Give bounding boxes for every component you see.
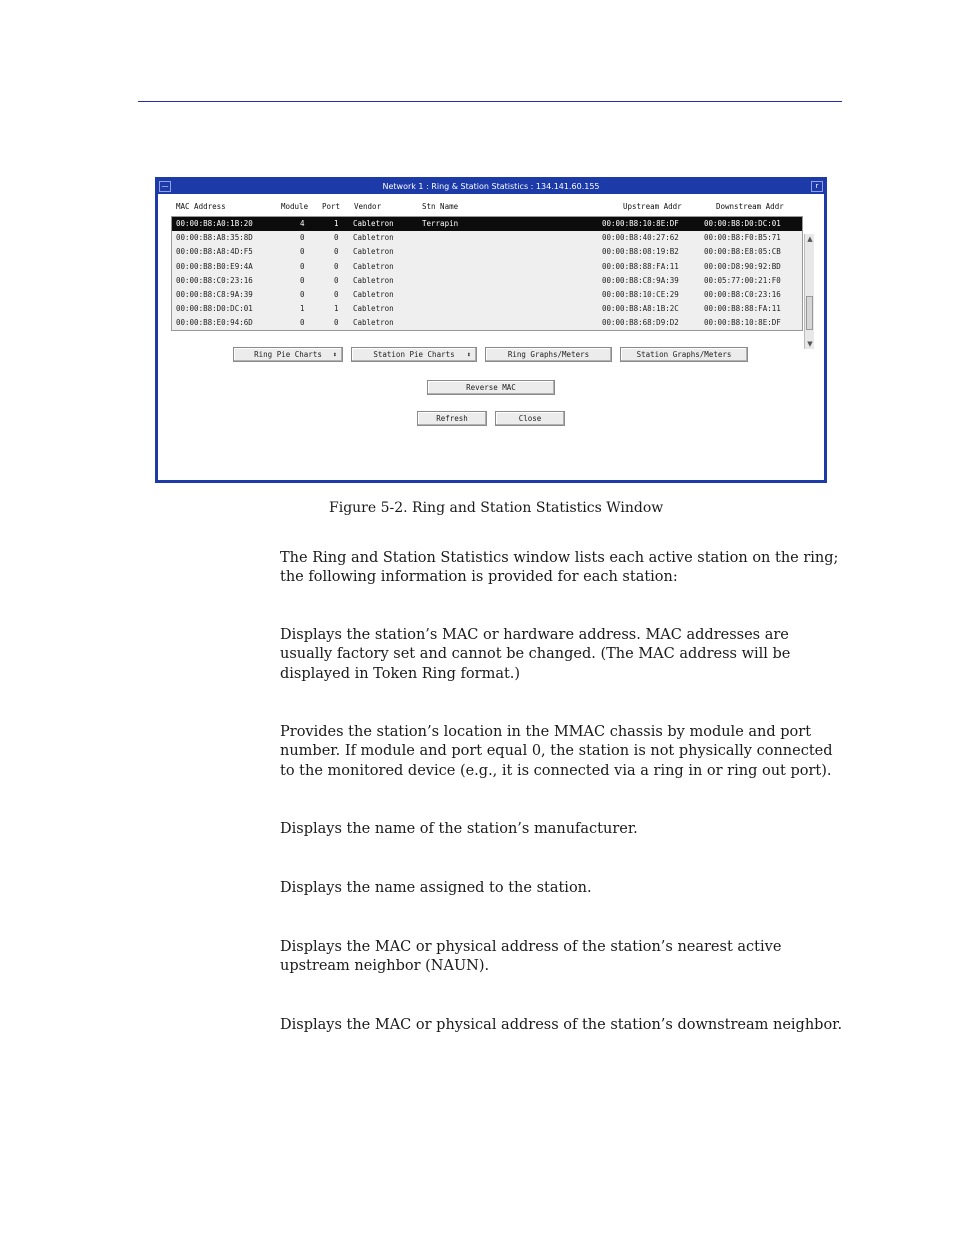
cell-vendor: Cabletron [353, 261, 394, 271]
refresh-button[interactable]: Refresh [417, 411, 487, 426]
cell-upstream: 00:00:B8:68:D9:D2 [602, 318, 679, 328]
table-row[interactable] [172, 288, 802, 302]
cell-mac: 00:00:B8:D0:DC:01 [176, 304, 253, 314]
cell-upstream: 00:00:B8:08:19:B2 [602, 247, 679, 257]
cell-vendor: Cabletron [353, 289, 394, 299]
scrollbar-thumb[interactable] [806, 296, 813, 330]
ring-graphs-meters-button[interactable]: Ring Graphs/Meters [485, 347, 612, 362]
ring-pie-charts-label: Ring Pie Charts [254, 350, 322, 359]
cell-upstream: 00:00:B8:88:FA:11 [602, 261, 679, 271]
window-titlebar[interactable] [158, 180, 824, 194]
column-header-upstream: Upstream Addr [623, 202, 682, 211]
cell-mac: 00:00:B8:C0:23:16 [176, 275, 253, 285]
vendor-description: Displays the name of the station’s manufacturer. [280, 821, 638, 837]
station-list[interactable] [171, 216, 803, 331]
cell-port: 0 [334, 233, 339, 243]
cell-module: 0 [300, 233, 305, 243]
reverse-mac-button[interactable]: Reverse MAC [427, 380, 555, 395]
cell-vendor: Cabletron [353, 275, 394, 285]
close-button[interactable]: Close [495, 411, 565, 426]
cell-downstream: 00:00:B8:88:FA:11 [704, 304, 781, 314]
cell-mac: 00:00:B8:E0:94:6D [176, 318, 253, 328]
cell-port: 0 [334, 247, 339, 257]
column-header-stn-name: Stn Name [422, 202, 459, 211]
cell-downstream: 00:00:B8:E8:05:CB [704, 247, 781, 257]
table-row[interactable] [172, 245, 802, 259]
cell-stn-name: Terrapin [422, 219, 459, 228]
cell-port: 0 [334, 318, 339, 328]
cell-mac: 00:00:B8:B0:E9:4A [176, 261, 253, 271]
scroll-up-icon[interactable]: ▲ [807, 235, 813, 243]
cell-module: 4 [300, 219, 305, 228]
cell-mac: 00:00:B8:C8:9A:39 [176, 289, 253, 299]
window-title: Network 1 : Ring & Station Statistics : 134.141.60.155 [382, 182, 600, 191]
table-row[interactable] [172, 217, 802, 231]
column-header-mac: MAC Address [176, 202, 226, 211]
cell-upstream: 00:00:B8:10:CE:29 [602, 289, 679, 299]
cell-upstream: 00:00:B8:40:27:62 [602, 233, 679, 243]
scroll-down-icon[interactable]: ▼ [807, 340, 813, 348]
cell-port: 1 [334, 304, 339, 314]
cell-mac: 00:00:B8:A8:4D:F5 [176, 247, 253, 257]
upstream-address-description: Displays the MAC or physical address of the station’s nearest active upstream neighbor (NAUN). [280, 939, 782, 975]
cell-port: 0 [334, 289, 339, 299]
cell-downstream: 00:00:B8:F0:B5:71 [704, 233, 781, 243]
cell-downstream: 00:00:B8:10:8E:DF [704, 318, 781, 328]
cell-upstream: 00:00:B8:C8:9A:39 [602, 275, 679, 285]
cell-mac: 00:00:B8:A0:1B:20 [176, 219, 253, 228]
downstream-address-description: Displays the MAC or physical address of the station’s downstream neighbor. [280, 1017, 843, 1033]
cell-downstream: 00:00:B8:D0:DC:01 [704, 219, 781, 228]
cell-module: 0 [300, 275, 305, 285]
table-row[interactable] [172, 231, 802, 245]
station-list-scrollbar[interactable] [804, 234, 814, 349]
station-pie-charts-label: Station Pie Charts [373, 350, 455, 359]
cell-vendor: Cabletron [353, 318, 394, 328]
column-header-port: Port [322, 202, 341, 211]
cell-vendor: Cabletron [353, 233, 394, 243]
table-row[interactable] [172, 260, 802, 274]
cell-module: 0 [300, 289, 305, 299]
column-header-downstream: Downstream Addr [716, 202, 784, 211]
cell-upstream: 00:00:B8:A8:1B:2C [602, 304, 679, 314]
cell-upstream: 00:00:B8:10:8E:DF [602, 219, 679, 228]
figure-caption: Figure 5-2. Ring and Station Statistics Window [329, 500, 664, 516]
cell-module: 0 [300, 318, 305, 328]
cell-downstream: 00:00:B8:C0:23:16 [704, 289, 781, 299]
ring-pie-charts-dropdown[interactable] [233, 347, 343, 362]
cell-vendor: Cabletron [353, 247, 394, 257]
station-name-description: Displays the name assigned to the station. [280, 880, 592, 896]
window-resize-icon[interactable]: r [811, 181, 823, 192]
window-client-area [158, 194, 824, 480]
mac-address-description: Displays the station’s MAC or hardware address. MAC addresses are usually factory set and cannot be changed. (The MAC address will be displayed in Token Ring format.) [280, 627, 791, 682]
ring-station-statistics-window [155, 177, 827, 483]
table-row[interactable] [172, 274, 802, 288]
station-pie-charts-dropdown[interactable] [351, 347, 477, 362]
intro-paragraph: The Ring and Station Statistics window lists each active station on the ring; the following information is provided for each station: [280, 550, 839, 586]
cell-port: 0 [334, 275, 339, 285]
table-row[interactable] [172, 316, 802, 330]
table-row[interactable] [172, 302, 802, 316]
column-header-vendor: Vendor [354, 202, 382, 211]
module-port-description: Provides the station’s location in the MMAC chassis by module and port number. If module and port equal 0, the station is not physically connected to the monitored device (e.g., it is connected via a ring in or ring out port). [280, 724, 833, 779]
dropdown-caret-icon: ⬍ [332, 350, 337, 359]
station-list-header [172, 202, 802, 212]
cell-module: 1 [300, 304, 305, 314]
cell-downstream: 00:05:77:00:21:F0 [704, 275, 781, 285]
column-header-module: Module [281, 202, 309, 211]
cell-downstream: 00:00:D8:90:92:BD [704, 261, 781, 271]
station-graphs-meters-button[interactable]: Station Graphs/Meters [620, 347, 748, 362]
window-menu-icon[interactable]: — [159, 181, 171, 192]
cell-module: 0 [300, 261, 305, 271]
dropdown-caret-icon: ⬍ [466, 350, 471, 359]
cell-port: 1 [334, 219, 339, 228]
header-rule [138, 101, 842, 102]
cell-port: 0 [334, 261, 339, 271]
cell-vendor: Cabletron [353, 219, 394, 228]
cell-mac: 00:00:B8:A8:35:8D [176, 233, 253, 243]
cell-vendor: Cabletron [353, 304, 394, 314]
cell-module: 0 [300, 247, 305, 257]
